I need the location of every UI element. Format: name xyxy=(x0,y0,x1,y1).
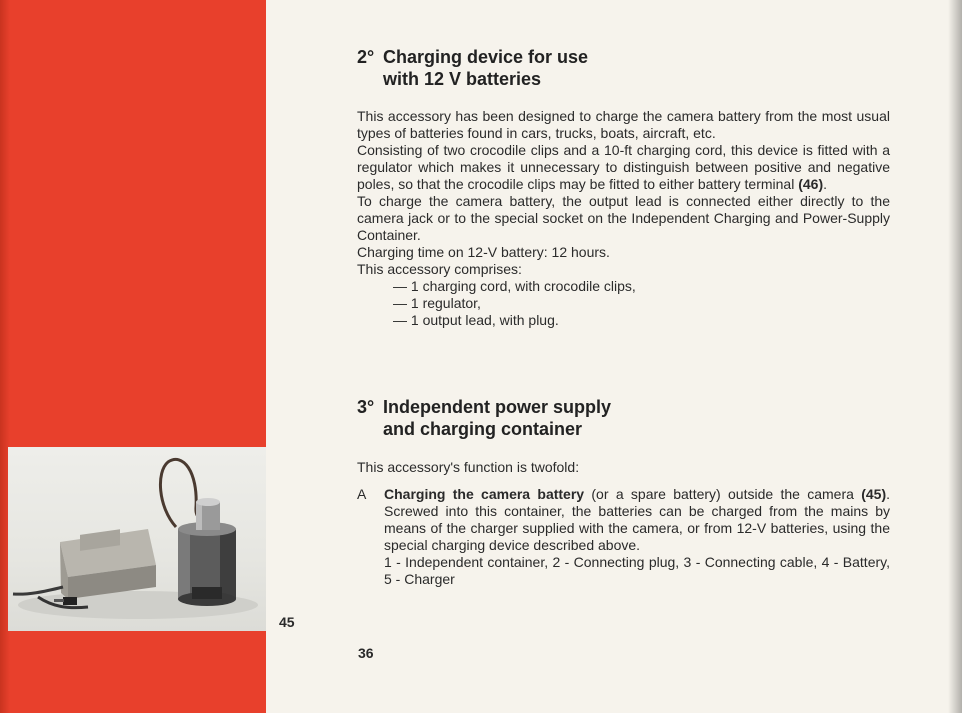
list-item: — 1 output lead, with plug. xyxy=(393,312,559,328)
figure-caption: 1 - Independent container, 2 - Connecting plug, 3 - Connecting cable, 4 - Battery, 5 - Charger xyxy=(384,554,890,587)
section-3-title-line1: Independent power supply xyxy=(383,397,612,417)
list-item: — 1 regulator, xyxy=(393,295,481,311)
accessory-list xyxy=(357,278,890,329)
section-2-heading xyxy=(357,46,588,90)
section-3-number: 3° xyxy=(357,397,375,417)
section-2-title-line1: Charging device for use xyxy=(383,47,589,67)
section-2-para-2-text: Consisting of two crocodile clips and a 10-ft charging cord, this device is fitted with a regulator which makes it unnecessary to distinguish between positive and negative poles, so that the crocodile clips may be fitted to either battery terminal xyxy=(357,142,890,192)
page-gutter-shadow xyxy=(948,0,962,713)
item-a-bold-lead: Charging the camera battery xyxy=(384,486,585,502)
item-letter: A xyxy=(357,486,367,502)
figure-45-photo xyxy=(8,447,266,631)
section-2-body xyxy=(357,108,890,329)
section-3-heading xyxy=(357,396,611,440)
item-a-content xyxy=(384,486,890,588)
section-2-para-3: To charge the camera battery, the output lead is connected either directly to the camera jack or to the special socket on the Independent Charging and Power-Supply Container. xyxy=(357,193,890,243)
page-number: 36 xyxy=(358,645,374,661)
item-a-text-2: . Screwed into this container, the batteries can be charged from the mains by means of the charger supplied with the camera, or from 12-V batteries, using the special charging device described above. xyxy=(384,486,890,553)
section-2-para-2-end: . xyxy=(823,176,828,192)
section-2-para-1: This accessory has been designed to charge the camera battery from the most usual types of batteries found in cars, trucks, boats, aircraft, etc. xyxy=(357,108,890,141)
item-a-text-1: (or a spare battery) outside the camera xyxy=(584,486,862,502)
section-3-title-line2: and charging container xyxy=(383,419,583,439)
section-2-para-2 xyxy=(357,142,890,193)
list-item: — 1 charging cord, with crocodile clips, xyxy=(393,278,636,294)
figure-ref-46: (46) xyxy=(798,176,824,192)
figure-ref-45: (45) xyxy=(861,486,887,502)
section-2-para-4: Charging time on 12-V battery: 12 hours. xyxy=(357,244,610,260)
section-2-para-5: This accessory comprises: xyxy=(357,261,522,277)
charger-container-illustration xyxy=(8,447,266,631)
figure-number: 45 xyxy=(279,614,295,630)
section-3-intro: This accessory's function is twofold: xyxy=(357,459,580,475)
section-2-number: 2° xyxy=(357,47,375,67)
section-3-item-a xyxy=(357,486,890,588)
section-2-title-line2: with 12 V batteries xyxy=(383,69,542,89)
